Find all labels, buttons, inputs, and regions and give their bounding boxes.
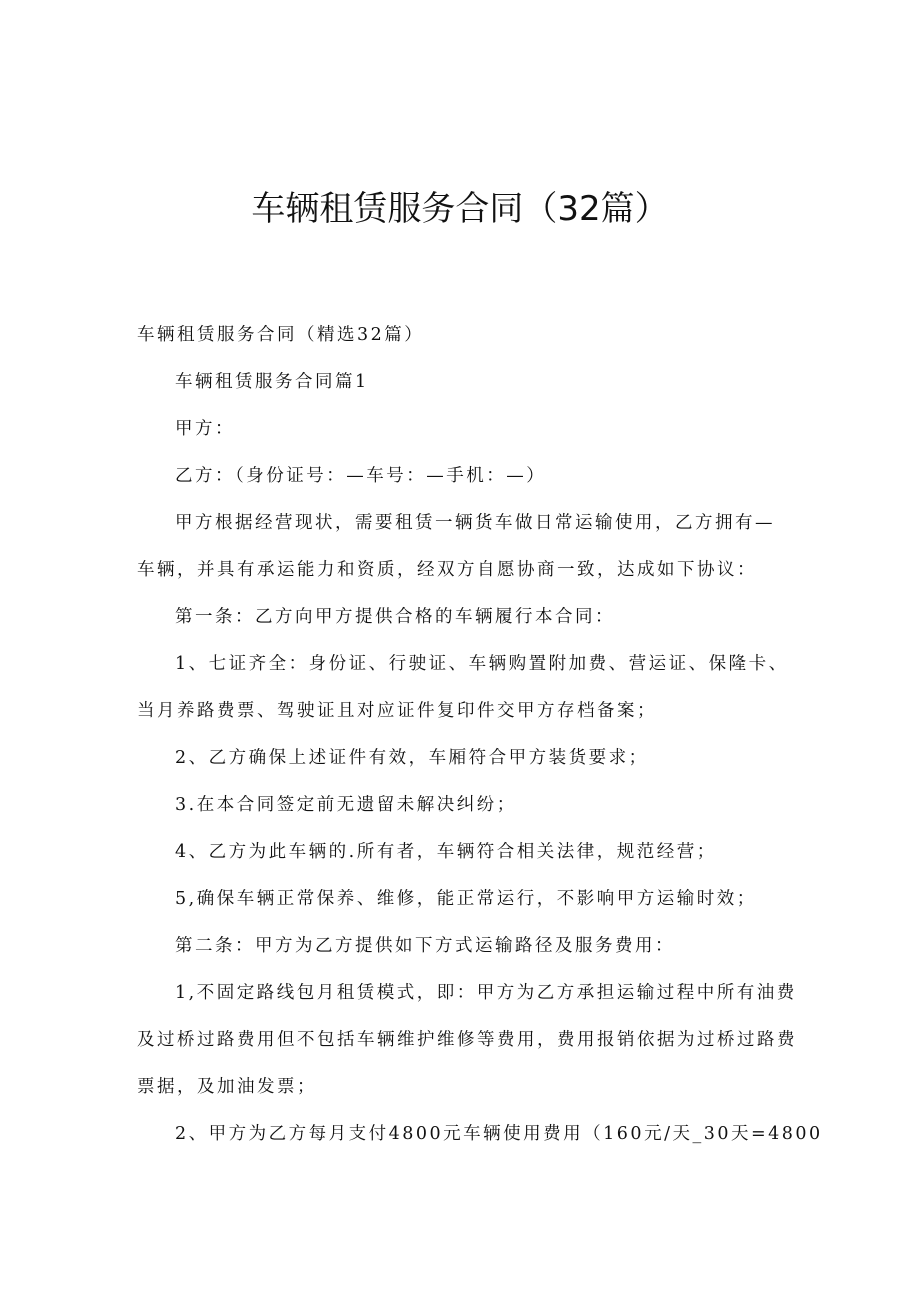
paragraph-line: 甲方根据经营现状，需要租赁一辆货车做日常运输使用，乙方拥有—: [175, 513, 775, 533]
document-body: [137, 312, 823, 1158]
paragraph-line: 1、七证齐全：身份证、行驶证、车辆购置附加费、营运证、保隆卡、: [175, 654, 789, 674]
document-title: 车辆租赁服务合同（32篇）: [251, 188, 669, 229]
paragraph-line: 及过桥过路费用但不包括车辆维护维修等费用，费用报销依据为过桥过路费: [137, 1030, 797, 1050]
paragraph-line: 4、乙方为此车辆的.所有者，车辆符合相关法律，规范经营；: [175, 842, 717, 862]
paragraph-line: 2、甲方为乙方每月支付4800元车辆使用费用（160元/天_30天=4800: [175, 1124, 823, 1144]
paragraph-line: 当月养路费票、驾驶证且对应证件复印件交甲方存档备案；: [137, 701, 657, 721]
subtitle-line: 车辆租赁服务合同（精选32篇）: [137, 325, 425, 345]
section-heading: 车辆租赁服务合同篇1: [175, 372, 369, 392]
paragraph-line: 车辆，并具有承运能力和资质，经双方自愿协商一致，达成如下协议：: [137, 560, 757, 580]
party-b-line: 乙方：（身份证号：—车号：—手机：—）: [175, 466, 547, 486]
article-heading: 第一条：乙方向甲方提供合格的车辆履行本合同：: [175, 607, 615, 627]
paragraph-line: 票据，及加油发票；: [137, 1077, 317, 1097]
article-heading: 第二条：甲方为乙方提供如下方式运输路径及服务费用：: [175, 936, 675, 956]
paragraph-line: 2、乙方确保上述证件有效，车厢符合甲方装货要求；: [175, 748, 649, 768]
paragraph-line: 1,不固定路线包月租赁模式，即：甲方为乙方承担运输过程中所有油费: [175, 983, 797, 1003]
paragraph-line: 3.在本合同签定前无遗留未解决纠纷；: [175, 795, 517, 815]
paragraph-line: 5,确保车辆正常保养、维修，能正常运行，不影响甲方运输时效；: [175, 889, 757, 909]
party-a-line: 甲方：: [175, 419, 235, 439]
